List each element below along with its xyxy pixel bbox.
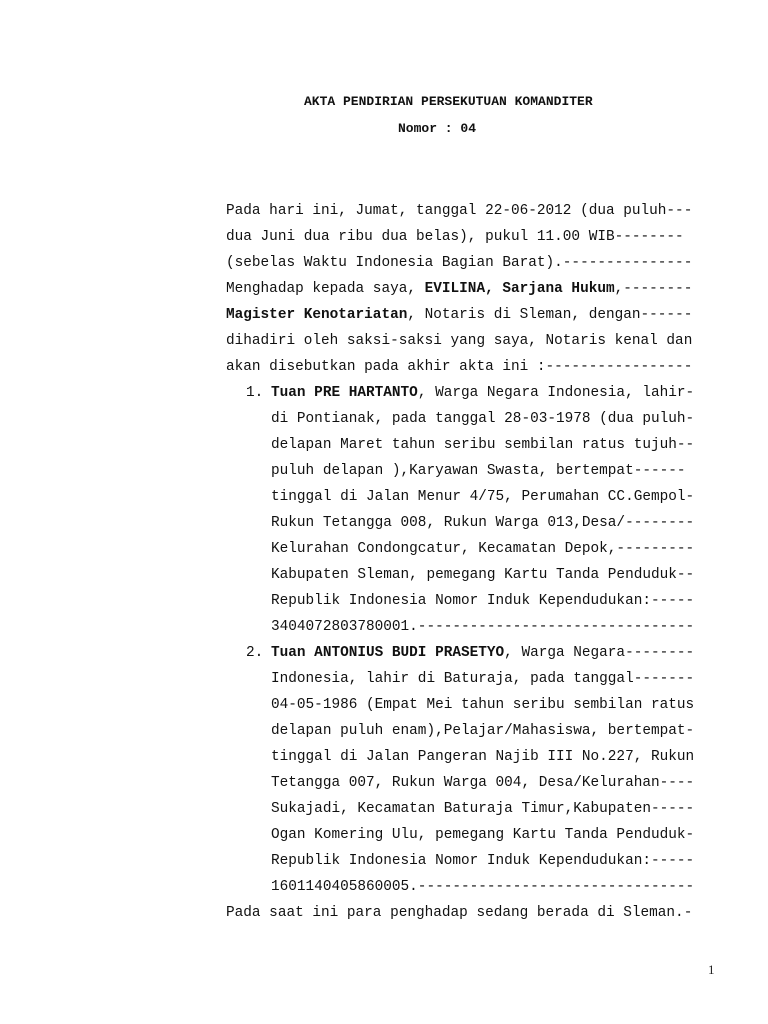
intro-line-1: Pada hari ini, Jumat, tanggal 22-06-2012 (dua puluh--- — [226, 203, 693, 219]
notary-name: EVILINA, Sarjana Hukum — [424, 281, 615, 297]
intro-line-7: akan disebutkan pada akhir akta ini :----------------- — [226, 359, 693, 375]
list-item-line: 1601140405860005.-------------------------------- — [271, 879, 695, 895]
deed-number: Nomor : 04 — [398, 121, 477, 136]
page-number: 1 — [708, 962, 715, 977]
list-item-text: , Warga Negara-------- — [504, 645, 695, 661]
list-item-line: tinggal di Jalan Menur 4/75, Perumahan CC.Gempol- — [271, 489, 695, 505]
list-item-number: 1. — [246, 385, 264, 401]
intro-line-4 — [226, 276, 726, 302]
list-item-line: delapan Maret tahun seribu sembilan ratus tujuh-- — [271, 437, 695, 453]
list-item-line: Indonesia, lahir di Baturaja, pada tanggal------- — [271, 671, 695, 687]
list-item-line: Sukajadi, Kecamatan Baturaja Timur,Kabupaten----- — [271, 801, 695, 817]
party-name: Tuan ANTONIUS BUDI PRASETYO — [271, 645, 505, 661]
intro-line-6: dihadiri oleh saksi-saksi yang saya, Notaris kenal dan — [226, 333, 693, 349]
list-item-line: Kelurahan Condongcatur, Kecamatan Depok,--------- — [271, 541, 695, 557]
intro-line-3: (sebelas Waktu Indonesia Bagian Barat).--------------- — [226, 255, 693, 271]
list-item-line: puluh delapan ),Karyawan Swasta, bertempat------ — [271, 463, 686, 479]
list-item-line: Republik Indonesia Nomor Induk Kependudukan:----- — [271, 593, 695, 609]
notary-degree: Magister Kenotariatan — [226, 307, 408, 323]
list-item-text: , Warga Negara Indonesia, lahir- — [417, 385, 695, 401]
list-item-line: 3404072803780001.-------------------------------- — [271, 619, 695, 635]
list-item-number: 2. — [246, 645, 264, 661]
list-item-line: delapan puluh enam),Pelajar/Mahasiswa, bertempat- — [271, 723, 695, 739]
party-name: Tuan PRE HARTANTO — [271, 385, 418, 401]
deed-body — [226, 198, 726, 926]
list-item-line: tinggal di Jalan Pangeran Najib III No.227, Rukun — [271, 749, 695, 765]
list-item-line: Rukun Tetangga 008, Rukun Warga 013,Desa/-------- — [271, 515, 695, 531]
intro-line-5-suffix: , Notaris di Sleman, dengan------ — [407, 307, 693, 323]
intro-line-4-suffix: ,-------- — [614, 281, 693, 297]
list-item-line: Kabupaten Sleman, pemegang Kartu Tanda Penduduk-- — [271, 567, 695, 583]
list-item-2-first-line — [226, 640, 726, 666]
list-item-line: di Pontianak, pada tanggal 28-03-1978 (dua puluh- — [271, 411, 695, 427]
list-item-line: Republik Indonesia Nomor Induk Kependudukan:----- — [271, 853, 695, 869]
closing-line: Pada saat ini para penghadap sedang berada di Sleman.- — [226, 905, 693, 921]
list-item-line: 04-05-1986 (Empat Mei tahun seribu sembilan ratus — [271, 697, 695, 713]
intro-line-4-prefix: Menghadap kepada saya, — [226, 281, 425, 297]
deed-title: AKTA PENDIRIAN PERSEKUTUAN KOMANDITER — [304, 94, 593, 109]
list-item-1-first-line — [226, 380, 726, 406]
list-item-line: Tetangga 007, Rukun Warga 004, Desa/Kelurahan---- — [271, 775, 695, 791]
intro-line-5 — [226, 302, 726, 328]
intro-line-2: dua Juni dua ribu dua belas), pukul 11.00 WIB-------- — [226, 229, 684, 245]
list-item-line: Ogan Komering Ulu, pemegang Kartu Tanda Penduduk- — [271, 827, 695, 843]
